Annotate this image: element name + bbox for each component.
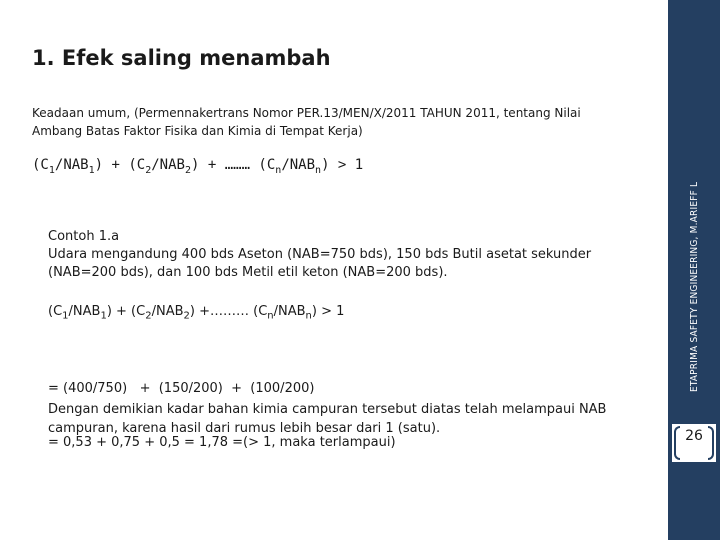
example-heading: Contoh 1.a [48,229,120,244]
right-bracket-icon [708,426,714,460]
slide-title: 1. Efek saling menambah [32,46,331,70]
sidebar-credit-text: ETAPRIMA SAFETY ENGINEERING, M.ARIEFF L [689,181,700,392]
main-formula: $(C_1/NAB_1) + (C_2/NAB_2)$ + ……… $(C_n/NAB_n) > 1$ [32,157,364,176]
example-formula: $(C_1/NAB_1) + (C_2/NAB_2)$ +……… $(C_n/NAB_n) > 1$ [48,304,345,322]
calculation-line-1: = (400/750) + (150/200) + (100/200) [48,381,315,396]
page-number: 26 [685,428,703,444]
calculation-line-2: = 0,53 + 0,75 + 0,5 = 1,78 =(> 1, maka terlampaui) [48,435,396,450]
example-body: Udara mengandung 400 bds Aseton (NAB=750 bds), 150 bds Butil asetat sekunder (NAB=200 bds), dan 100 bds Metil etil keton (NAB=200 bds). [48,247,592,280]
intro-paragraph: Keadaan umum, (Permennakertrans Nomor PER.13/MEN/X/2011 TAHUN 2011, tentang Nilai Ambang Batas Faktor Fisika dan Kimia di Tempat Kerja) [32,106,581,138]
conclusion-paragraph: Dengan demikian kadar bahan kimia campuran tersebut diatas telah melampaui NAB campuran, karena hasil dari rumus lebih besar dari 1 (satu). [48,402,607,436]
example-block [48,228,658,282]
page-number-box [672,424,716,462]
